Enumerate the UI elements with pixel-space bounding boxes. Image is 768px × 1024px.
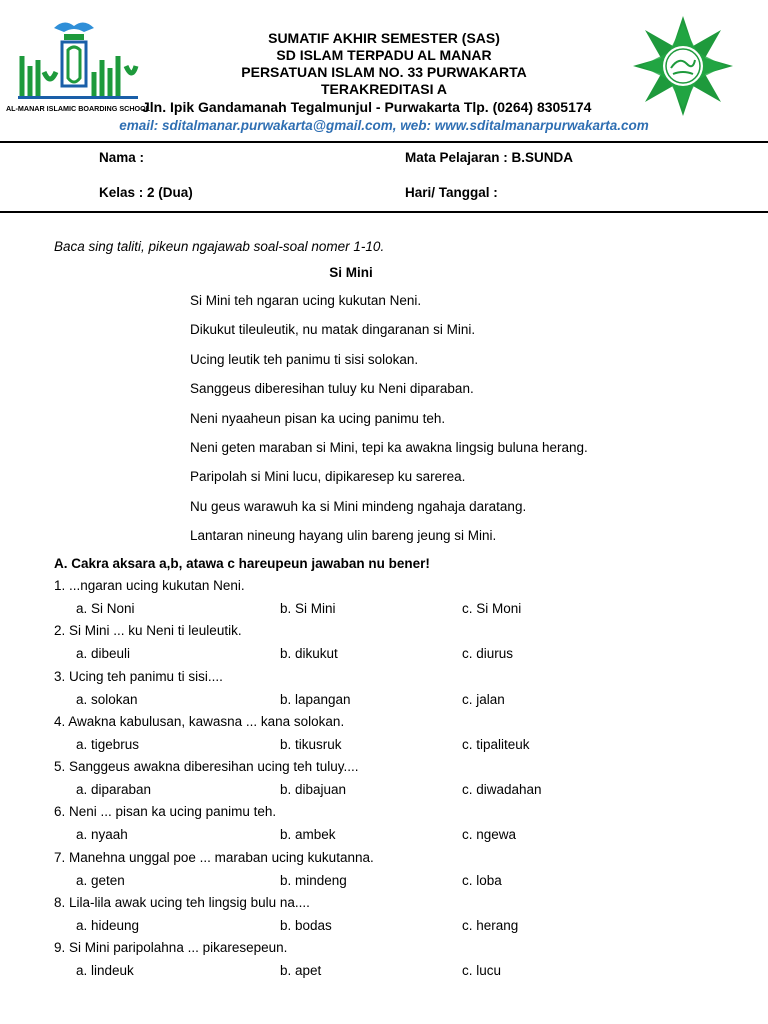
exam-title: SUMATIF AKHIR SEMESTER (SAS)	[268, 30, 500, 46]
field-hari-tanggal: Hari/ Tanggal :	[405, 185, 498, 200]
school-address: Jln. Ipik Gandamanah Tegalmunjul - Purwakarta Tlp. (0264) 8305174	[142, 99, 592, 115]
story-line: Si Mini teh ngaran ucing kukutan Neni.	[190, 293, 422, 308]
question-item	[54, 623, 734, 668]
option-a: a. dibeuli	[76, 646, 131, 662]
question-item	[54, 804, 734, 849]
question-item	[54, 759, 734, 804]
question-text: 4. Awakna kabulusan, kawasna ... kana solokan.	[54, 713, 345, 729]
question-item	[54, 850, 734, 895]
option-a: a. lindeuk	[76, 963, 134, 979]
field-nama: Nama :	[99, 150, 145, 165]
question-item	[54, 895, 734, 940]
question-text: 5. Sanggeus awakna diberesihan ucing teh tuluy....	[54, 759, 359, 775]
logo-caption: AL-MANAR ISLAMIC BOARDING SCHOOL	[5, 104, 151, 113]
contact-line: email: sditalmanar.purwakarta@gmail.com, web: www.sditalmanarpurwakarta.com	[119, 118, 649, 133]
option-c: c. Si Moni	[462, 601, 522, 616]
option-a: a. nyaah	[76, 827, 128, 843]
accreditation: TERAKREDITASI A	[321, 81, 447, 97]
story-line: Neni nyaaheun pisan ka ucing panimu teh.	[190, 410, 446, 426]
option-b: b. lapangan	[280, 691, 351, 707]
option-b: b. dikukut	[280, 646, 338, 662]
instruction-text: Baca sing taliti, pikeun ngajawab soal-soal nomer 1-10.	[54, 239, 385, 254]
option-c: c. herang	[462, 918, 519, 934]
field-kelas: Kelas : 2 (Dua)	[99, 185, 193, 200]
header-divider	[0, 141, 768, 143]
story-line: Nu geus warawuh ka si Mini mindeng ngahaja daratang.	[190, 498, 527, 514]
option-b: b. dibajuan	[280, 782, 347, 798]
field-mata-pelajaran: Mata Pelajaran : B.SUNDA	[405, 150, 574, 165]
option-b: b. bodas	[280, 918, 332, 934]
option-c: c. loba	[462, 872, 502, 888]
question-text: 2. Si Mini ... ku Neni ti leuleutik.	[54, 623, 242, 639]
story-title: Si Mini	[329, 265, 373, 280]
info-divider	[0, 211, 768, 213]
school-name: SD ISLAM TERPADU AL MANAR	[276, 47, 492, 63]
question-text: 6. Neni ... pisan ka ucing panimu teh.	[54, 804, 277, 820]
question-text: 7. Manehna unggal poe ... maraban ucing kukutanna.	[54, 849, 374, 865]
option-b: b. apet	[280, 963, 322, 979]
section-a-title: A. Cakra aksara a,b, atawa c hareupeun jawaban nu bener!	[54, 556, 430, 571]
story-line: Dikukut tileuleutik, nu matak dingaranan si Mini.	[190, 322, 476, 338]
option-c: c. tipaliteuk	[462, 736, 530, 752]
question-item	[54, 940, 734, 985]
option-c: c. diwadahan	[462, 782, 542, 798]
option-a: a. Si Noni	[76, 601, 135, 616]
option-a: a. solokan	[76, 691, 138, 707]
question-text: 3. Ucing teh panimu ti sisi....	[54, 668, 223, 684]
option-a: a. tigebrus	[76, 736, 140, 752]
option-c: c. diurus	[462, 646, 514, 662]
option-a: a. diparaban	[76, 782, 152, 798]
story-text	[190, 292, 588, 557]
option-b: b. mindeng	[280, 872, 347, 888]
question-list	[54, 578, 734, 986]
story-line: Sanggeus diberesihan tuluy ku Neni diparaban.	[190, 381, 474, 397]
story-line: Paripolah si Mini lucu, dipikaresep ku sarerea.	[190, 469, 466, 485]
option-b: b. ambek	[280, 827, 336, 843]
story-line: Neni geten maraban si Mini, tepi ka awakna lingsig buluna herang.	[190, 439, 588, 455]
question-text: 8. Lila-lila awak ucing teh lingsig bulu na....	[54, 895, 310, 911]
question-item	[54, 669, 734, 714]
question-text: 1. ...ngaran ucing kukutan Neni.	[54, 578, 245, 593]
option-b: b. tikusruk	[280, 736, 342, 752]
question-item	[54, 714, 734, 759]
option-b: b. Si Mini	[280, 601, 336, 616]
story-line: Lantaran nineung hayang ulin bareng jeung si Mini.	[190, 528, 497, 544]
option-c: c. ngewa	[462, 827, 517, 843]
story-line: Ucing leutik teh panimu ti sisi solokan.	[190, 351, 419, 367]
option-a: a. geten	[76, 872, 125, 888]
option-c: c. lucu	[462, 963, 502, 979]
question-item	[54, 578, 734, 623]
option-c: c. jalan	[462, 691, 505, 707]
school-org: PERSATUAN ISLAM NO. 33 PURWAKARTA	[241, 64, 527, 80]
option-a: a. hideung	[76, 918, 140, 934]
question-text: 9. Si Mini paripolahna ... pikaresepeun.	[54, 940, 288, 956]
